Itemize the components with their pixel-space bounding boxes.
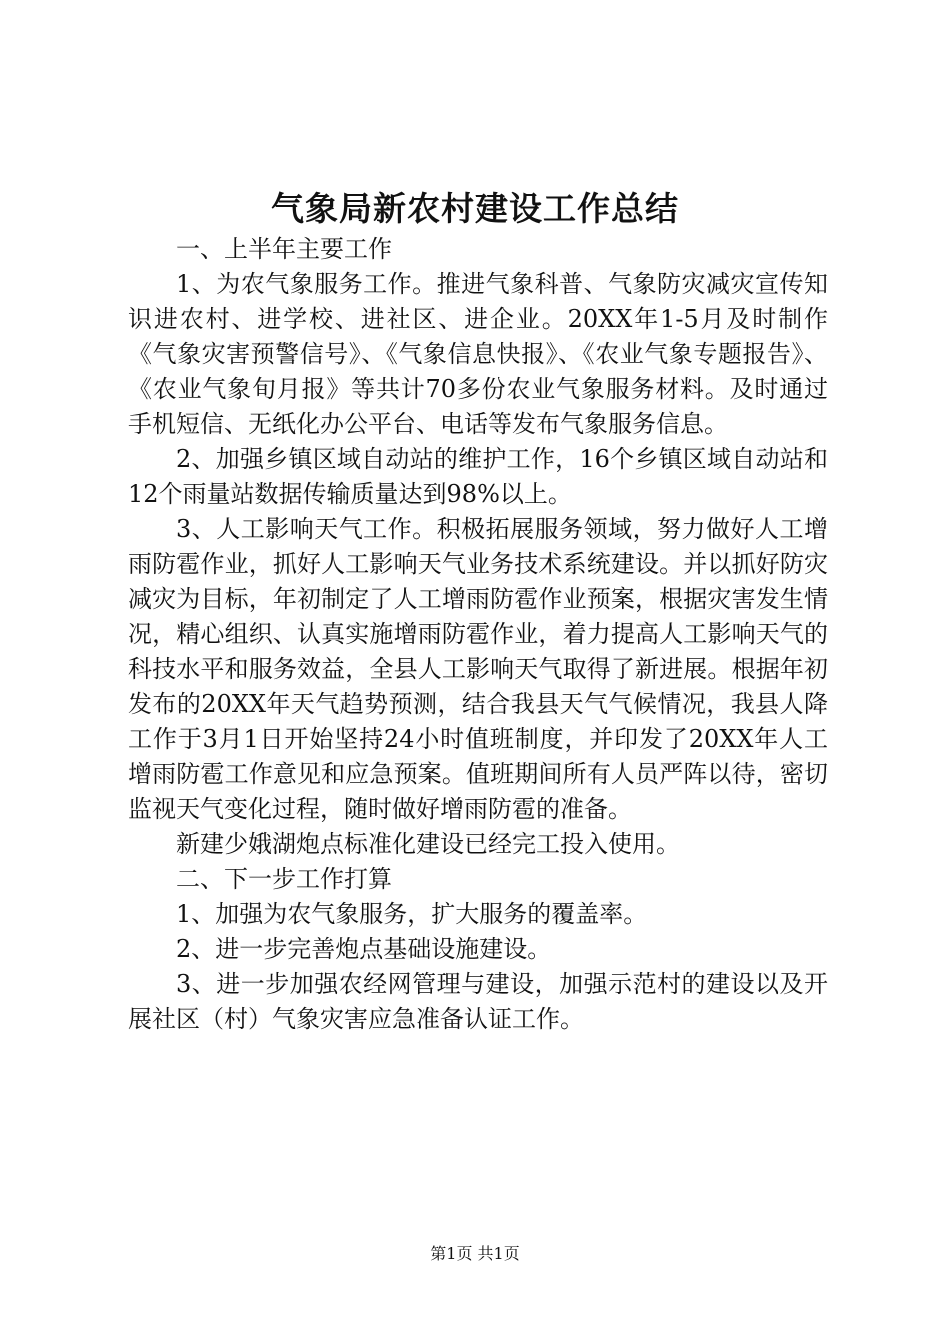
document-body xyxy=(128,232,828,1037)
paragraph-farm-weather-service: 1、为农气象服务工作。推进气象科普、气象防灾减灾宣传知识进农村、进学校、进社区、进企业。20XX年1-5月及时制作《气象灾害预警信号》、《气象信息快报》、《农业气象专题报告》、《农业气象旬月报》等共计70多份农业气象服务材料。及时通过手机短信、无纸化办公平台、电话等发布气象服务信息。 xyxy=(128,270,828,438)
paragraph-new-artillery-site: 新建少娥湖炮点标准化建设已经完工投入使用。 xyxy=(176,830,680,858)
paragraph-automatic-stations: 2、加强乡镇区域自动站的维护工作，16个乡镇区域自动站和12个雨量站数据传输质量达到98%以上。 xyxy=(128,445,828,508)
paragraph-weather-modification: 3、人工影响天气工作。积极拓展服务领域，努力做好人工增雨防雹作业，抓好人工影响天气业务技术系统建设。并以抓好防灾减灾为目标，年初制定了人工增雨防雹作业预案，根据灾害发生情况，精心组织、认真实施增雨防雹作业，着力提高人工影响天气的科技水平和服务效益，全县人工影响天气取得了新进展。根据年初发布的20XX年天气趋势预测，结合我县天气气候情况，我县人降工作于3月1日开始坚持24小时值班制度，并印发了20XX年人工增雨防雹工作意见和应急预案。值班期间所有人员严阵以待，密切监视天气变化过程，随时做好增雨防雹的准备。 xyxy=(128,515,828,823)
section-heading-first-half: 一、上半年主要工作 xyxy=(176,235,392,263)
section-heading-next-steps: 二、下一步工作打算 xyxy=(176,865,392,893)
paragraph-next-step-1: 1、加强为农气象服务，扩大服务的覆盖率。 xyxy=(176,900,648,928)
paragraph-next-step-3: 3、进一步加强农经网管理与建设，加强示范村的建设以及开展社区（村）气象灾害应急准备认证工作。 xyxy=(128,970,828,1033)
document-title: 气象局新农村建设工作总结 xyxy=(271,189,679,228)
paragraph-next-step-2: 2、进一步完善炮点基础设施建设。 xyxy=(176,935,552,963)
page-footer: 第1页 共1页 xyxy=(430,1244,520,1263)
